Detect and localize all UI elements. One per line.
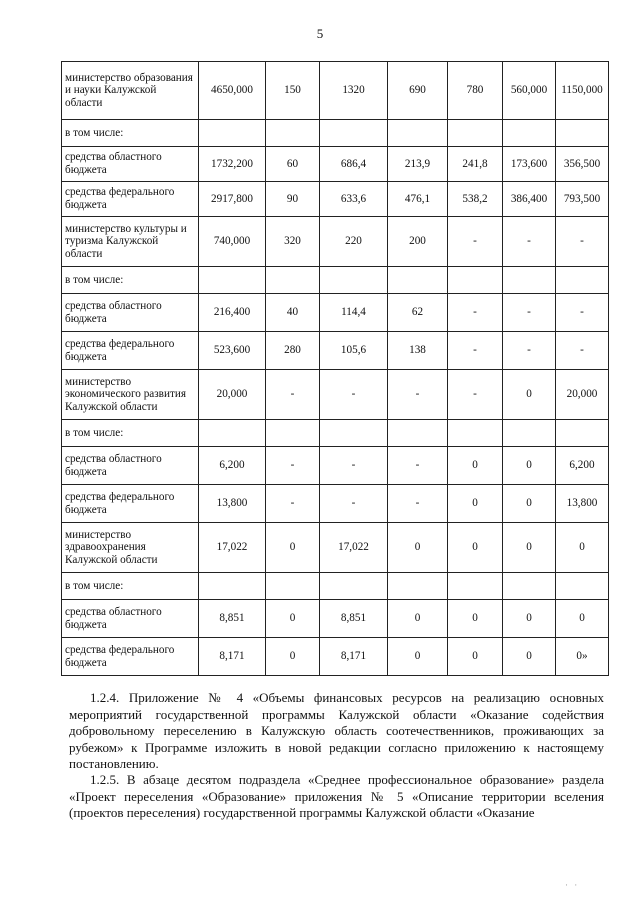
empty-cell: [556, 420, 609, 447]
value-cell: 1732,200: [199, 147, 266, 182]
row-label-cell: средства федерального бюджета: [62, 332, 199, 370]
financial-table: [61, 61, 609, 676]
value-cell: 138: [388, 332, 448, 370]
value-cell: 173,600: [503, 147, 556, 182]
empty-cell: [320, 120, 388, 147]
paragraph-1-2-5: 1.2.5. В абзаце десятом подраздела «Среднее профессиональное образование» раздела «Проект переселения «Образование» приложения № 5 «Описание территории вселения (проектов переселения) государственной программы Калужской области «Оказание: [69, 772, 604, 821]
empty-cell: [199, 573, 266, 600]
row-label-cell: средства областного бюджета: [62, 147, 199, 182]
value-cell: -: [320, 485, 388, 523]
value-cell: -: [388, 485, 448, 523]
value-cell: 20,000: [556, 370, 609, 420]
value-cell: 40: [266, 294, 320, 332]
value-cell: -: [503, 332, 556, 370]
row-label-cell: средства областного бюджета: [62, 600, 199, 638]
table-row: [62, 332, 609, 370]
subheader-cell: в том числе:: [62, 420, 199, 447]
value-cell: 0: [266, 523, 320, 573]
value-cell: 1150,000: [556, 62, 609, 120]
value-cell: 793,500: [556, 182, 609, 217]
row-label-cell: министерство экономического развития Калужской области: [62, 370, 199, 420]
value-cell: 356,500: [556, 147, 609, 182]
value-cell: -: [266, 447, 320, 485]
empty-cell: [556, 573, 609, 600]
row-label-cell: средства областного бюджета: [62, 447, 199, 485]
table-row: [62, 182, 609, 217]
empty-cell: [448, 420, 503, 447]
value-cell: 60: [266, 147, 320, 182]
value-cell: 320: [266, 217, 320, 267]
empty-cell: [199, 267, 266, 294]
value-cell: -: [388, 447, 448, 485]
empty-cell: [388, 120, 448, 147]
value-cell: -: [448, 370, 503, 420]
table-row: [62, 147, 609, 182]
value-cell: 150: [266, 62, 320, 120]
value-cell: 386,400: [503, 182, 556, 217]
value-cell: 686,4: [320, 147, 388, 182]
value-cell: 0: [503, 523, 556, 573]
row-label-cell: средства федерального бюджета: [62, 485, 199, 523]
value-cell: 0: [556, 523, 609, 573]
table-row: [62, 638, 609, 676]
value-cell: 0: [388, 523, 448, 573]
empty-cell: [266, 267, 320, 294]
table-row: [62, 217, 609, 267]
empty-cell: [199, 120, 266, 147]
value-cell: 8,171: [199, 638, 266, 676]
value-cell: 241,8: [448, 147, 503, 182]
value-cell: 0: [556, 600, 609, 638]
table-row: [62, 370, 609, 420]
empty-cell: [503, 267, 556, 294]
row-label-cell: министерство здравоохранения Калужской области: [62, 523, 199, 573]
value-cell: 213,9: [388, 147, 448, 182]
value-cell: 0: [388, 600, 448, 638]
value-cell: 6,200: [199, 447, 266, 485]
value-cell: 17,022: [199, 523, 266, 573]
value-cell: 0: [503, 447, 556, 485]
empty-cell: [266, 120, 320, 147]
value-cell: -: [556, 294, 609, 332]
value-cell: 0: [503, 638, 556, 676]
value-cell: -: [556, 217, 609, 267]
value-cell: 2917,800: [199, 182, 266, 217]
value-cell: 1320: [320, 62, 388, 120]
empty-cell: [320, 573, 388, 600]
empty-cell: [556, 120, 609, 147]
empty-cell: [556, 267, 609, 294]
value-cell: 220: [320, 217, 388, 267]
scan-artifact: · ·: [565, 880, 580, 890]
subheader-cell: в том числе:: [62, 120, 199, 147]
value-cell: 560,000: [503, 62, 556, 120]
value-cell: 0: [503, 485, 556, 523]
value-cell: -: [320, 447, 388, 485]
value-cell: 0: [448, 600, 503, 638]
empty-cell: [503, 120, 556, 147]
value-cell: -: [320, 370, 388, 420]
empty-cell: [320, 420, 388, 447]
value-cell: 0: [503, 370, 556, 420]
value-cell: 17,022: [320, 523, 388, 573]
value-cell: 20,000: [199, 370, 266, 420]
row-label-cell: министерство культуры и туризма Калужской области: [62, 217, 199, 267]
value-cell: 280: [266, 332, 320, 370]
value-cell: 8,171: [320, 638, 388, 676]
empty-cell: [388, 420, 448, 447]
value-cell: -: [503, 217, 556, 267]
value-cell: 0: [448, 447, 503, 485]
value-cell: 90: [266, 182, 320, 217]
value-cell: 0»: [556, 638, 609, 676]
value-cell: 216,400: [199, 294, 266, 332]
value-cell: 4650,000: [199, 62, 266, 120]
value-cell: 105,6: [320, 332, 388, 370]
empty-cell: [266, 573, 320, 600]
value-cell: 62: [388, 294, 448, 332]
empty-cell: [388, 267, 448, 294]
value-cell: 114,4: [320, 294, 388, 332]
subheader-cell: в том числе:: [62, 267, 199, 294]
value-cell: 523,600: [199, 332, 266, 370]
value-cell: 0: [266, 638, 320, 676]
value-cell: 0: [388, 638, 448, 676]
value-cell: 0: [448, 485, 503, 523]
value-cell: 0: [266, 600, 320, 638]
paragraph-1-2-4: 1.2.4. Приложение № 4 «Объемы финансовых ресурсов на реализацию основных мероприятий государственной программы Калужской области «Оказание содействия добровольному переселению в Калужскую область соотечественников, проживающих за рубежом» к Программе изложить в новой редакции согласно приложению к настоящему постановлению.: [69, 690, 604, 772]
empty-cell: [448, 267, 503, 294]
value-cell: 538,2: [448, 182, 503, 217]
table-row: [62, 523, 609, 573]
value-cell: -: [448, 332, 503, 370]
row-label-cell: средства федерального бюджета: [62, 182, 199, 217]
empty-cell: [448, 120, 503, 147]
table-row: [62, 62, 609, 120]
value-cell: 780: [448, 62, 503, 120]
table-subheader-row: [62, 573, 609, 600]
empty-cell: [320, 267, 388, 294]
value-cell: -: [266, 485, 320, 523]
table-row: [62, 294, 609, 332]
value-cell: 8,851: [320, 600, 388, 638]
empty-cell: [199, 420, 266, 447]
table-subheader-row: [62, 420, 609, 447]
value-cell: 0: [503, 600, 556, 638]
value-cell: 633,6: [320, 182, 388, 217]
empty-cell: [388, 573, 448, 600]
value-cell: 13,800: [199, 485, 266, 523]
table-subheader-row: [62, 120, 609, 147]
table-subheader-row: [62, 267, 609, 294]
value-cell: -: [266, 370, 320, 420]
value-cell: 8,851: [199, 600, 266, 638]
empty-cell: [266, 420, 320, 447]
value-cell: -: [388, 370, 448, 420]
empty-cell: [503, 573, 556, 600]
value-cell: 0: [448, 638, 503, 676]
value-cell: -: [448, 217, 503, 267]
value-cell: 690: [388, 62, 448, 120]
value-cell: 476,1: [388, 182, 448, 217]
row-label-cell: средства областного бюджета: [62, 294, 199, 332]
table-row: [62, 485, 609, 523]
empty-cell: [503, 420, 556, 447]
row-label-cell: средства федерального бюджета: [62, 638, 199, 676]
table-row: [62, 600, 609, 638]
value-cell: -: [556, 332, 609, 370]
value-cell: 13,800: [556, 485, 609, 523]
page-number: 5: [316, 26, 324, 41]
value-cell: -: [448, 294, 503, 332]
value-cell: 6,200: [556, 447, 609, 485]
value-cell: 0: [448, 523, 503, 573]
subheader-cell: в том числе:: [62, 573, 199, 600]
table-row: [62, 447, 609, 485]
value-cell: 740,000: [199, 217, 266, 267]
row-label-cell: министерство образования и науки Калужской области: [62, 62, 199, 120]
value-cell: -: [503, 294, 556, 332]
empty-cell: [448, 573, 503, 600]
value-cell: 200: [388, 217, 448, 267]
